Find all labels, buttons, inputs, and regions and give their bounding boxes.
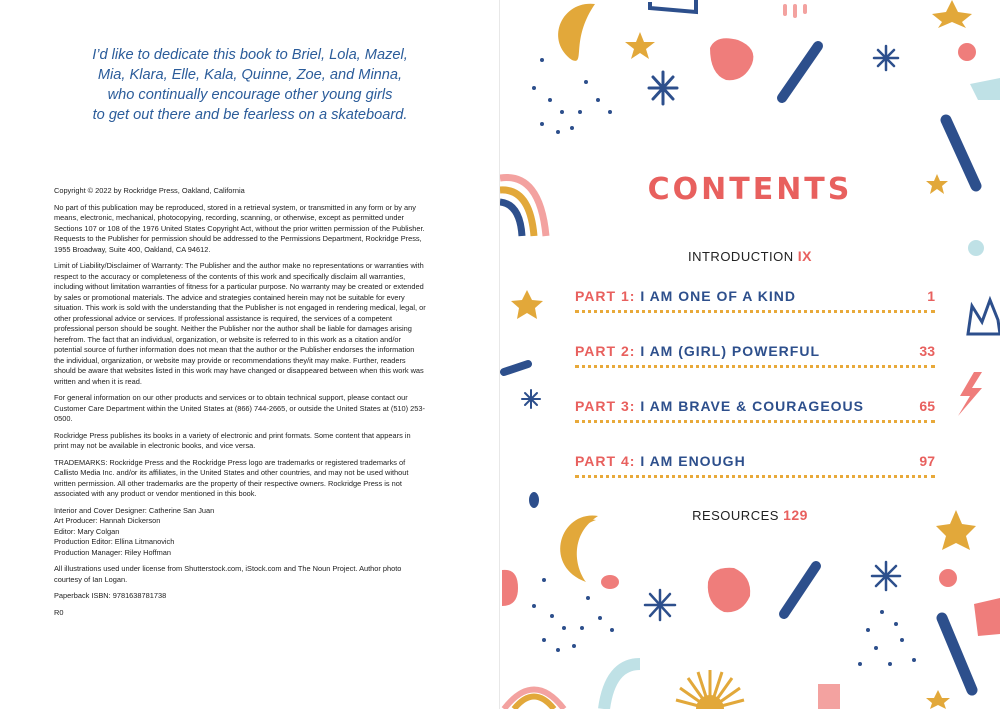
dots-pattern <box>532 58 612 134</box>
toc-introduction-label: INTRODUCTION <box>687 249 794 264</box>
toc-part-label <box>575 343 820 359</box>
corner-shape <box>974 598 1000 636</box>
star-icon <box>511 290 543 319</box>
toc-part-label <box>575 453 746 469</box>
dedication-line: to get out there and be fearless on a skateboard. <box>92 107 408 123</box>
part-number: PART 4: <box>575 453 636 469</box>
toc-introduction-page: IX <box>797 248 813 264</box>
toc-introduction[interactable] <box>500 248 1000 264</box>
bar-shape <box>504 364 528 372</box>
sparkle-icon <box>645 590 675 620</box>
semicircle-shape <box>502 570 518 606</box>
part-number: PART 1: <box>575 288 636 304</box>
sparkle-icon <box>872 562 900 590</box>
formats-paragraph: Rockridge Press publishes its books in a variety of electronic and print formats. Some content that appears in print may not be available in electronic books, and vice versa. <box>54 430 411 450</box>
drop-shape <box>803 4 807 14</box>
dedication-line: Mia, Klara, Elle, Kala, Quinne, Zoe, and Minna, <box>97 67 403 83</box>
toc-part-label <box>575 398 864 414</box>
dot-shape <box>529 492 539 508</box>
star-icon <box>625 32 655 59</box>
sparkle-icon <box>649 72 677 104</box>
rights-paragraph: No part of this publication may be reproduced, stored in a retrieval system, or transmitted in any form or by any means, electronic, mechanical, photocopying, recording, scanning, or otherwise, except as permitted under Sections 107 or 108 of the 1976 United States Copyright Act, without the prior written permission of the Publisher. Requests to the Publisher for permission should be addressed to the Permissions Department, Rockridge Press, 1955 Broadway, Suite 400, Oakland, CA 94612. <box>54 202 425 254</box>
credit-line: Editor: Mary Colgan <box>54 526 120 536</box>
semicircle-shape <box>708 568 750 612</box>
part-number: PART 2: <box>575 343 636 359</box>
isbn: Paperback ISBN: 9781638781738 <box>54 591 167 600</box>
part-page: 33 <box>919 343 935 359</box>
arc-shape <box>604 664 640 709</box>
block-shape <box>818 684 840 709</box>
part-title: I AM BRAVE & COURAGEOUS <box>640 398 864 414</box>
toc-resources-page: 129 <box>783 507 808 523</box>
part-title: I AM ONE OF A KIND <box>640 288 796 304</box>
dedication-line: I’d like to dedicate this book to Briel, Lola, Mazel, <box>92 47 408 63</box>
credits-list <box>54 506 426 559</box>
part-title: I AM (GIRL) POWERFUL <box>640 343 820 359</box>
toc-part-3[interactable] <box>575 392 935 423</box>
part-number: PART 3: <box>575 398 636 414</box>
toc-resources[interactable] <box>500 507 1000 523</box>
sparkle-icon <box>522 390 540 408</box>
credit-line: Production Editor: Ellina Litmanovich <box>54 537 175 546</box>
part-page: 97 <box>919 453 935 469</box>
dedication-line: who continually encourage other young girls <box>107 87 393 103</box>
toc-part-label <box>575 288 796 304</box>
print-code: R0 <box>54 607 64 617</box>
illustrations-paragraph: All illustrations used under license from Shutterstock.com, iStock.com and The Noun Project. Author photo courtesy of Ian Logan. <box>54 564 402 584</box>
star-icon <box>926 690 950 709</box>
sparkle-icon <box>874 46 898 70</box>
toc-part-2[interactable] <box>575 337 935 368</box>
toc-part-4[interactable] <box>575 447 935 478</box>
crown-icon <box>968 300 1000 334</box>
drop-shape <box>783 4 787 16</box>
moon-icon <box>560 516 598 582</box>
star-icon <box>932 0 972 28</box>
credit-line: Interior and Cover Designer: Catherine San Juan <box>54 505 215 515</box>
part-page: 1 <box>927 288 935 304</box>
lightning-icon <box>958 372 982 416</box>
toc-resources-label: RESOURCES <box>692 508 779 523</box>
part-title: I AM ENOUGH <box>640 453 746 469</box>
moon-icon <box>558 4 595 61</box>
contents-page <box>500 0 1000 709</box>
corner-shape <box>970 78 1000 100</box>
dot-shape <box>939 569 957 587</box>
liability-paragraph: Limit of Liability/Disclaimer of Warranty: The Publisher and the author make no representations or warranties with respect to the accuracy or completeness of the contents of this work and specifically disclaim all warranties, including without limitation warranties of fitness for a particular purpose. No warranty may be created or extended by sales or promotional materials. The advice and strategies contained herein may not be suitable for every situation. This work is sold with the understanding that the Publisher is not engaged in rendering medical, legal, or other professional advice or services. If professional assistance is required, the services of a competent professional person should be sought. Neither the Publisher nor the author shall be liable for damages arising herefrom. The fact that an individual, organization, or website is referred to in this work as a citation and/or potential source of further information does not mean that the author or the Publisher endorses the information the individual, organization, or website may provide or recommendations they/it may make. Further, readers should be aware that websites listed in this work may have changed or disappeared between when this work was written and when it is read. <box>54 261 426 386</box>
copyright-notice: Copyright © 2022 by Rockridge Press, Oakland, California <box>54 186 245 195</box>
bar-shape <box>784 566 816 614</box>
bracket-shape <box>650 0 696 12</box>
part-page: 65 <box>919 398 935 414</box>
semicircle-shape <box>710 38 753 80</box>
copyright-block <box>54 186 426 624</box>
drop-shape <box>793 4 797 18</box>
dedication <box>40 45 460 125</box>
credit-line: Art Producer: Hannah Dickerson <box>54 516 161 525</box>
bar-shape <box>942 618 972 690</box>
dot-shape <box>958 43 976 61</box>
toc-part-1[interactable] <box>575 282 935 313</box>
bar-shape <box>782 46 818 98</box>
rainbow-icon <box>504 690 564 709</box>
credit-line: Production Manager: Riley Hoffman <box>54 547 171 557</box>
trademarks-paragraph: TRADEMARKS: Rockridge Press and the Rockridge Press logo are trademarks or registered trademarks of Callisto Media Inc. and/or its affiliates, in the United States and other countries, and may not be used without written permission. All other trademarks are the property of their respective owners. Rockridge Press is not associated with any product or vendor mentioned in this book. <box>54 457 409 498</box>
dot-shape <box>601 575 619 589</box>
general-info-paragraph: For general information on our other products and services or to obtain technical support, please contact our Customer Care Department within the United States at (866) 744-2665, or outside the United States at (510) 253-0500. <box>54 393 425 423</box>
contents-title: CONTENTS <box>647 172 853 207</box>
